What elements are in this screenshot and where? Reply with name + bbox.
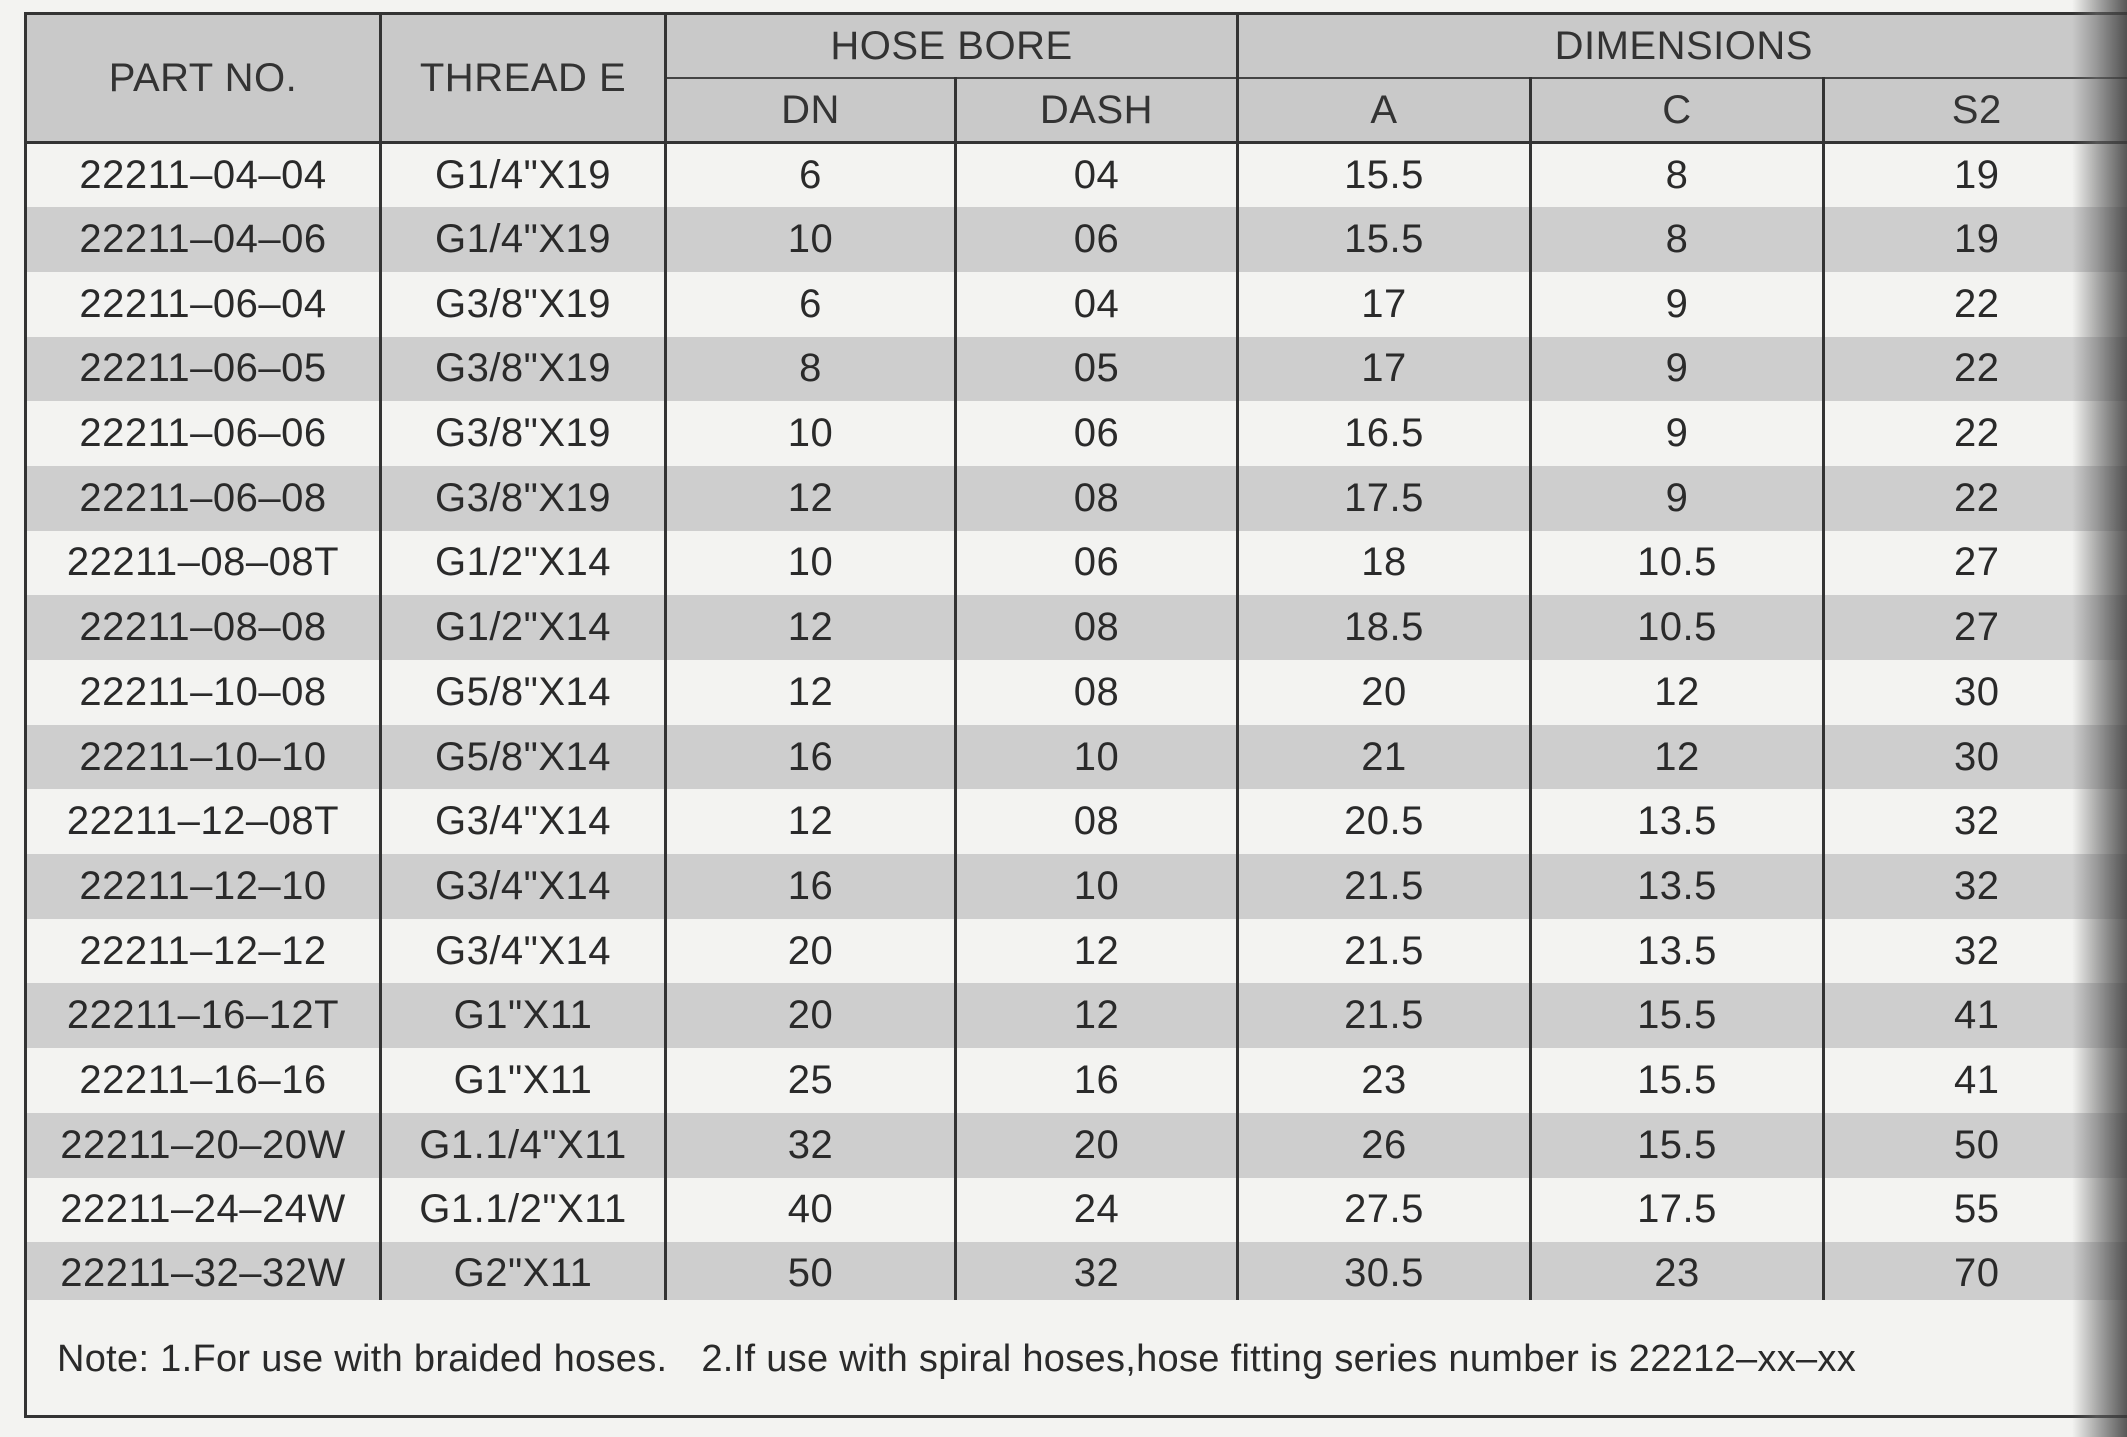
cell-s2: 32 [1824, 854, 2127, 919]
cell-s2: 41 [1824, 1048, 2127, 1113]
table-row [26, 725, 2127, 790]
cell-dn: 12 [666, 660, 956, 725]
cell-part-no: 22211–06–08 [26, 466, 381, 531]
note-box [24, 1300, 2127, 1418]
table-row [26, 466, 2127, 531]
cell-thread: G2"X11 [381, 1242, 666, 1307]
cell-dash: 24 [956, 1178, 1238, 1243]
header-c: C [1531, 78, 1824, 143]
cell-c: 13.5 [1531, 854, 1824, 919]
cell-part-no: 22211–32–32W [26, 1242, 381, 1307]
cell-dash: 08 [956, 595, 1238, 660]
cell-dn: 40 [666, 1178, 956, 1243]
header-a: A [1238, 78, 1531, 143]
cell-dash: 12 [956, 919, 1238, 984]
cell-dn: 12 [666, 595, 956, 660]
cell-a: 18 [1238, 531, 1531, 596]
cell-thread: G1/2"X14 [381, 531, 666, 596]
table-row [26, 1113, 2127, 1178]
cell-c: 23 [1531, 1242, 1824, 1307]
cell-dash: 06 [956, 207, 1238, 272]
cell-part-no: 22211–12–12 [26, 919, 381, 984]
cell-thread: G3/8"X19 [381, 401, 666, 466]
cell-dash: 06 [956, 401, 1238, 466]
cell-s2: 41 [1824, 983, 2127, 1048]
cell-dn: 10 [666, 207, 956, 272]
cell-part-no: 22211–06–05 [26, 337, 381, 402]
cell-dn: 10 [666, 531, 956, 596]
cell-dash: 08 [956, 789, 1238, 854]
cell-thread: G1/2"X14 [381, 595, 666, 660]
cell-dn: 20 [666, 983, 956, 1048]
cell-s2: 27 [1824, 595, 2127, 660]
cell-s2: 30 [1824, 660, 2127, 725]
header-part-no: PART NO. [26, 14, 381, 143]
cell-part-no: 22211–08–08T [26, 531, 381, 596]
note-part-1: Note: 1.For use with braided hoses. [57, 1338, 668, 1380]
table-body [26, 143, 2127, 1307]
cell-a: 17 [1238, 272, 1531, 337]
cell-a: 17.5 [1238, 466, 1531, 531]
cell-part-no: 22211–06–06 [26, 401, 381, 466]
cell-dn: 6 [666, 272, 956, 337]
cell-s2: 22 [1824, 272, 2127, 337]
table-row [26, 1178, 2127, 1243]
cell-a: 23 [1238, 1048, 1531, 1113]
cell-dash: 20 [956, 1113, 1238, 1178]
cell-dn: 32 [666, 1113, 956, 1178]
cell-s2: 70 [1824, 1242, 2127, 1307]
table-row [26, 595, 2127, 660]
cell-dn: 16 [666, 725, 956, 790]
cell-a: 17 [1238, 337, 1531, 402]
cell-part-no: 22211–20–20W [26, 1113, 381, 1178]
cell-dn: 50 [666, 1242, 956, 1307]
cell-part-no: 22211–04–04 [26, 143, 381, 208]
cell-dn: 20 [666, 919, 956, 984]
cell-s2: 50 [1824, 1113, 2127, 1178]
table-row [26, 401, 2127, 466]
cell-dash: 10 [956, 725, 1238, 790]
cell-c: 15.5 [1531, 1113, 1824, 1178]
note-part-2: 2.If use with spiral hoses,hose fitting series number is 22212–xx–xx [701, 1338, 1857, 1380]
note [57, 1338, 1856, 1381]
cell-part-no: 22211–12–10 [26, 854, 381, 919]
cell-s2: 32 [1824, 919, 2127, 984]
header-dimensions: DIMENSIONS [1238, 14, 2127, 79]
table-row [26, 660, 2127, 725]
cell-a: 15.5 [1238, 207, 1531, 272]
cell-thread: G1"X11 [381, 1048, 666, 1113]
header-dash: DASH [956, 78, 1238, 143]
cell-c: 8 [1531, 207, 1824, 272]
cell-part-no: 22211–16–16 [26, 1048, 381, 1113]
cell-thread: G5/8"X14 [381, 725, 666, 790]
cell-a: 21.5 [1238, 983, 1531, 1048]
cell-thread: G3/4"X14 [381, 789, 666, 854]
cell-thread: G5/8"X14 [381, 660, 666, 725]
cell-dash: 08 [956, 660, 1238, 725]
cell-a: 18.5 [1238, 595, 1531, 660]
cell-c: 15.5 [1531, 1048, 1824, 1113]
cell-thread: G3/4"X14 [381, 854, 666, 919]
table-row [26, 854, 2127, 919]
cell-s2: 22 [1824, 337, 2127, 402]
cell-dn: 10 [666, 401, 956, 466]
table-row [26, 789, 2127, 854]
cell-c: 12 [1531, 725, 1824, 790]
cell-s2: 27 [1824, 531, 2127, 596]
cell-dash: 08 [956, 466, 1238, 531]
cell-c: 13.5 [1531, 919, 1824, 984]
cell-a: 30.5 [1238, 1242, 1531, 1307]
hose-fitting-table [24, 12, 2127, 1308]
cell-a: 21.5 [1238, 854, 1531, 919]
cell-c: 9 [1531, 466, 1824, 531]
cell-c: 9 [1531, 337, 1824, 402]
cell-s2: 22 [1824, 401, 2127, 466]
cell-dash: 16 [956, 1048, 1238, 1113]
cell-part-no: 22211–24–24W [26, 1178, 381, 1243]
cell-dn: 6 [666, 143, 956, 208]
table-row [26, 337, 2127, 402]
cell-part-no: 22211–10–08 [26, 660, 381, 725]
cell-a: 20 [1238, 660, 1531, 725]
cell-dash: 04 [956, 272, 1238, 337]
cell-thread: G3/4"X14 [381, 919, 666, 984]
cell-part-no: 22211–06–04 [26, 272, 381, 337]
cell-c: 8 [1531, 143, 1824, 208]
cell-thread: G1.1/4"X11 [381, 1113, 666, 1178]
table-row [26, 1242, 2127, 1307]
cell-c: 17.5 [1531, 1178, 1824, 1243]
cell-dash: 10 [956, 854, 1238, 919]
cell-a: 15.5 [1238, 143, 1531, 208]
cell-dn: 12 [666, 466, 956, 531]
cell-dn: 16 [666, 854, 956, 919]
table-row [26, 983, 2127, 1048]
header-dn: DN [666, 78, 956, 143]
cell-c: 12 [1531, 660, 1824, 725]
table-row [26, 207, 2127, 272]
cell-dash: 06 [956, 531, 1238, 596]
header-thread-e: THREAD E [381, 14, 666, 143]
table-row [26, 143, 2127, 208]
cell-s2: 19 [1824, 207, 2127, 272]
cell-dash: 12 [956, 983, 1238, 1048]
cell-c: 9 [1531, 272, 1824, 337]
cell-dn: 12 [666, 789, 956, 854]
table-row [26, 531, 2127, 596]
cell-part-no: 22211–10–10 [26, 725, 381, 790]
table-row [26, 1048, 2127, 1113]
cell-a: 21 [1238, 725, 1531, 790]
cell-thread: G3/8"X19 [381, 272, 666, 337]
cell-dash: 04 [956, 143, 1238, 208]
cell-s2: 32 [1824, 789, 2127, 854]
cell-a: 21.5 [1238, 919, 1531, 984]
cell-thread: G1/4"X19 [381, 143, 666, 208]
cell-c: 9 [1531, 401, 1824, 466]
cell-c: 15.5 [1531, 983, 1824, 1048]
cell-a: 16.5 [1238, 401, 1531, 466]
cell-dn: 25 [666, 1048, 956, 1113]
cell-thread: G1.1/2"X11 [381, 1178, 666, 1243]
table-header [26, 14, 2127, 143]
cell-thread: G1/4"X19 [381, 207, 666, 272]
cell-c: 10.5 [1531, 531, 1824, 596]
cell-s2: 22 [1824, 466, 2127, 531]
cell-a: 20.5 [1238, 789, 1531, 854]
cell-dn: 8 [666, 337, 956, 402]
cell-thread: G1"X11 [381, 983, 666, 1048]
header-hose-bore: HOSE BORE [666, 14, 1238, 79]
cell-part-no: 22211–12–08T [26, 789, 381, 854]
cell-dash: 32 [956, 1242, 1238, 1307]
cell-a: 26 [1238, 1113, 1531, 1178]
cell-thread: G3/8"X19 [381, 466, 666, 531]
table-row [26, 272, 2127, 337]
cell-part-no: 22211–08–08 [26, 595, 381, 660]
header-s2: S2 [1824, 78, 2127, 143]
cell-s2: 19 [1824, 143, 2127, 208]
table-row [26, 919, 2127, 984]
cell-a: 27.5 [1238, 1178, 1531, 1243]
cell-dash: 05 [956, 337, 1238, 402]
cell-c: 10.5 [1531, 595, 1824, 660]
cell-part-no: 22211–16–12T [26, 983, 381, 1048]
cell-part-no: 22211–04–06 [26, 207, 381, 272]
cell-c: 13.5 [1531, 789, 1824, 854]
cell-s2: 30 [1824, 725, 2127, 790]
cell-thread: G3/8"X19 [381, 337, 666, 402]
cell-s2: 55 [1824, 1178, 2127, 1243]
